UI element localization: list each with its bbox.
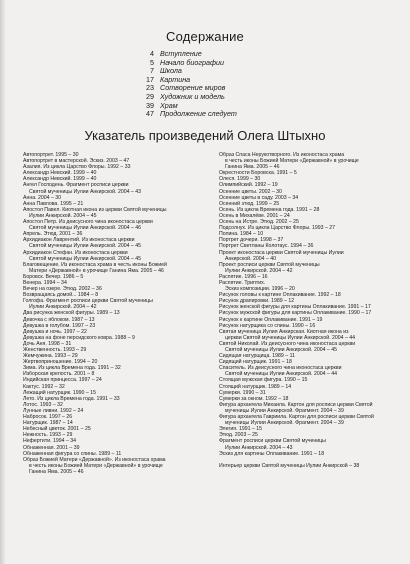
index-entry-line: Азалия. Из цикла Царство Флоры. 1992 – 33: [23, 164, 131, 171]
index-title: Указатель произведений Олега Штыхно: [84, 128, 326, 143]
index-entry-line: Девушка на фоне персидского ковра. 1988 – 9: [23, 334, 135, 341]
contents-item-label: Продолжение следует: [160, 109, 237, 119]
index-entry: [219, 152, 404, 170]
contents-item-page: 39: [146, 100, 154, 110]
index-entry: [23, 298, 213, 310]
index-entry-line: Святая мученица Иулия Анкирская. Киотная икона из: [219, 328, 349, 335]
contents-item-page: 4: [150, 49, 154, 58]
index-entry-line: Сидящий натурщик. 1991 – 18: [219, 359, 292, 366]
index-entry-line: Архидиакон Стефан. Из иконостаса церкви: [23, 249, 128, 256]
index-entry-line: Образ Божией Матери «Державной». Из иконостаса храма: [23, 456, 166, 463]
contents-item-page: 29: [146, 91, 154, 101]
index-entry-line: в честь иконы Божией Матери «Державной» в урочище: [225, 158, 359, 165]
index-entry-line: церкви Святой мученицы Иулии Анкирской. 2004 – 44: [225, 334, 356, 341]
index-entry-line: Вечер на озере. Этюд. 2002 – 36: [23, 286, 102, 293]
contents-title: Содержание: [166, 29, 244, 44]
index-entry-line: Анкирской. 2004 – 40: [225, 255, 277, 262]
contents-item-page: 47: [146, 109, 154, 119]
contents-item-label: Сотворение миров: [160, 83, 226, 93]
index-entry-line: Голгофа. Фрагмент росписи церкви Святой мученицы: [23, 298, 153, 305]
index-entry: [219, 438, 404, 450]
index-entry-line: Стоящий натурщик. 1989 – 14: [219, 383, 292, 390]
index-column-right: [219, 152, 404, 469]
index-entry-line: Святой мученицы Иулии Анкирской. 2004 – 43: [29, 188, 142, 195]
index-entry-line: Осень на Истре. Этюд. 2002 – 25: [219, 219, 299, 226]
index-entry-line: Рисунок натурщика со спины. 1990 – 16: [219, 322, 316, 329]
index-entry-line: Девочка с яблоком. 1987 – 13: [23, 316, 95, 323]
index-entry-line: мученицы Иулии Анкирской. Фрагмент. 2004 – 39: [225, 407, 344, 414]
index-entry-line: Два рисунка женской фигуры. 1989 – 13: [23, 310, 120, 317]
index-entry-line: Элегия. 1991 – 15: [219, 426, 263, 433]
index-entry-line: Изборская крепость. 2001 – 8: [23, 371, 95, 378]
index-entry-line: Боровск. Вечер. 1986 – 5: [23, 273, 84, 280]
index-entry: [23, 250, 213, 262]
index-entry-line: Святой мученицы Иулии Анкирской. 2004 – 44: [225, 371, 338, 378]
index-entry-line: Святой Николай. Из деисусного чина иконостаса церкви: [219, 340, 356, 347]
index-entry-line: Подсолнух. Из цикла Царство Флоры. 1993 – 27: [219, 225, 336, 232]
index-entry-line: Матери «Державной» в урочище Ганина Яма. 2005 – 46: [29, 267, 164, 274]
contents-item-page: 7: [150, 66, 154, 76]
index-entry-line: Лотос. 1993 – 32: [23, 401, 63, 408]
contents-item-label: Картина: [160, 74, 191, 84]
index-entry: [219, 262, 404, 274]
contents-item-page: 23: [146, 83, 154, 93]
index-entry-line: Ганина Яма. 2005 – 46: [225, 164, 280, 171]
index-entry-line: Анна Павлова. 1995 – 21: [23, 200, 84, 207]
index-entry-line: Зима. Из цикла Времена года. 1991 – 32: [23, 365, 121, 372]
index-entry-line: Распятие. Триптих.: [219, 279, 266, 286]
index-entry-line: Олеся. 1999 – 30: [219, 176, 261, 183]
index-entry: [23, 262, 213, 274]
index-entry-line: Анна. 2004 – 30: [23, 194, 62, 201]
contents-item-label: Вступление: [160, 49, 202, 58]
index-entry-line: Эскиз композиции. 1996 – 20: [225, 286, 295, 293]
index-entry: [23, 219, 213, 231]
index-entry: [219, 365, 404, 377]
index-entry-line: Осень. Из цикла Времена года. 1991 – 28: [219, 206, 320, 213]
index-entry-line: Портрет дочери. 1998 – 37: [219, 237, 284, 244]
index-entry: [219, 414, 404, 426]
index-entry-line: Осень в Михалёве. 2001 – 24: [219, 212, 290, 219]
index-entry-line: Сумерки за окном. 1992 – 18: [219, 395, 289, 402]
contents-item-page: 17: [146, 74, 154, 84]
contents-item: [128, 93, 328, 102]
index-entry-line: Автопортрет. 1995 – 30: [23, 152, 79, 158]
index-entry-line: Рисунок женской фигуры для картины Оплакивание. 1991 – 17: [219, 304, 371, 311]
index-entry-line: Этюд. 2003 – 25: [219, 432, 258, 439]
index-entry-line: в честь иконы Божией Матери «Державной» в урочище: [29, 462, 163, 469]
contents-item-label: Школа: [160, 66, 182, 76]
index-entry-line: Обнаженная фигура со спины. 1989 – 11: [23, 450, 122, 457]
index-entry-line: Лунные ливни. 1992 – 24: [23, 407, 84, 414]
index-entry-line: Окрестности Боровска. 1991 – 5: [219, 170, 297, 177]
page-gutter-shadow: [0, 0, 6, 564]
index-entry: [219, 329, 404, 341]
index-entry-line: Благовещение. Из иконостаса храма в честь иконы Божией: [23, 261, 167, 268]
index-entry-line: Осенние цветы в саду. 2003 – 34: [219, 194, 299, 201]
index-entry: [219, 463, 404, 469]
index-entry: [23, 207, 213, 219]
index-entry-line: Возвращаясь домой... 1984 – 8: [23, 292, 99, 299]
index-entry-line: Нежность. 1993 – 29: [23, 432, 73, 439]
index-entry: [219, 280, 404, 292]
index-entry-line: Олимпийский. 1992 – 19: [219, 182, 278, 189]
index-entry-line: Лето. Из цикла Времена года. 1991 – 33: [23, 395, 120, 402]
index-entry-line: мученицы Иулии Анкирской. Фрагмент. 2004 – 39: [225, 420, 344, 427]
index-entry-line: Индийская принцесса. 1997 – 24: [23, 377, 102, 384]
index-entry-line: Лежащий натурщик. 1990 – 15: [23, 389, 96, 396]
index-entry-line: Портрет Светланы Колотаус. 1994 – 36: [219, 243, 314, 250]
index-entry-line: Фигура архангела Михаила. Картон для росписи церкви Святой: [219, 401, 373, 408]
index-entry-line: Дочь Аня. 1998 – 31: [23, 340, 72, 347]
index-entry: [219, 402, 404, 414]
index-entry-line: Сумерки. 1990 – 31: [219, 389, 266, 396]
index-entry-line: Нефертити. 1994 – 34: [23, 438, 77, 445]
contents-item-label: Художник и модель: [160, 91, 225, 101]
index-entry-line: Рисунок головы к картине Оплакивание. 1992 – 18: [219, 292, 341, 299]
index-entry-line: Набросок. 1997 – 26: [23, 414, 73, 421]
index-entry-line: Девушка и ночь. 1997 – 22: [23, 328, 87, 335]
contents-item: [128, 84, 328, 93]
index-entry-line: Апостол Петр. Из деисусного чина иконостаса церкви: [23, 219, 153, 226]
contents-item-label: Начало биографии: [160, 57, 224, 67]
index-entry: [23, 457, 213, 475]
index-entry-line: Полина. 1984 – 10: [219, 231, 264, 238]
index-entry-line: Интерьер церкви Святой мученицы Иулии Анкирской – 38: [219, 462, 360, 469]
contents-item-page: 5: [150, 57, 154, 67]
index-entry-line: Апостол Павел. Киотная икона из церкви Святой мученицы: [23, 206, 167, 213]
index-entry-line: Кактус. 1992 – 32: [23, 383, 65, 390]
index-entry-line: Рисунок к картине Оплакивание. 1991 – 19: [219, 316, 323, 323]
index-entry: [23, 182, 213, 194]
index-entry-line: Иулии Анкирской. 2004 – 45: [29, 212, 97, 219]
index-entry-line: Спаситель. Из деисусного чина иконостаса церкви: [219, 365, 342, 372]
index-entry-line: Святой мученицы Иулии Анкирской. 2004 – 45: [225, 347, 338, 353]
index-entry-line: Небесный цветок. 2001 – 25: [23, 426, 91, 433]
contents-item: [128, 67, 328, 76]
index-entry-line: Жемчужина. 1993 – 29: [23, 353, 78, 360]
index-entry-line: Ангел Господень. Фрагмент росписи церкви: [23, 182, 129, 189]
index-entry-line: Женственность. 1993 – 29: [23, 347, 87, 353]
index-entry-line: Образ Спаса Нерукотворного. Из иконостаса храма: [219, 152, 345, 158]
index-entry-line: Натурщик. 1987 – 14: [23, 420, 73, 427]
index-entry-line: Венера. 1994 – 34: [23, 279, 67, 286]
index-entry-line: Святой мученицы Иулии Анкирской. 2004 – 45: [29, 255, 142, 262]
index-entry-line: Фрагмент росписи церкви Святой мученицы: [219, 438, 326, 445]
contents-item: [128, 110, 328, 119]
index-column-left: [23, 152, 213, 475]
index-entry-line: Иулии Анкирской. 2004 – 43: [225, 444, 293, 451]
index-entry-line: Иулии Анкирской. 2004 – 42: [29, 304, 97, 311]
index-entry-line: Осенний этюд. 1999 – 25: [219, 200, 280, 207]
index-entry-line: Автопортрет в мастерской. Эскиз. 2003 – 47: [23, 158, 130, 165]
contents-item: [128, 50, 328, 59]
index-entry-line: Проект иконостаса церкви Святой мученицы Иулии: [219, 249, 344, 256]
index-entry-line: Иулии Анкирской. 2004 – 42: [225, 267, 293, 274]
index-entry-line: Фигура архангела Гавриила. Картон для росписи церкви Святой: [219, 414, 374, 421]
index-entry-line: Архидиакон Лаврентий. Из иконостаса церкви: [23, 237, 135, 244]
index-entry-line: Александр Невский. 1999 – 40: [23, 176, 97, 183]
contents-list: [128, 50, 328, 119]
index-entry-line: Сидящая натурщица. 1989 – 11: [219, 353, 295, 360]
index-entry: [23, 237, 213, 249]
contents-item: [128, 59, 328, 68]
index-entry-line: Рисунок драпировки. 1989 – 12: [219, 298, 295, 305]
index-entry: [219, 341, 404, 353]
index-entry-line: Святой мученицы Иулии Анкирской. 2004 – 46: [29, 225, 142, 232]
contents-item-label: Храм: [160, 100, 178, 110]
index-entry-line: Святой мученицы Иулии Анкирской. 2004 – 45: [29, 243, 142, 250]
index-entry-line: Ганина Яма. 2005 – 46: [29, 468, 84, 475]
index-entry-line: Эскиз для картины Оплакивание. 1991 – 18: [219, 450, 325, 457]
index-entry: [219, 250, 404, 262]
index-entry-line: Александр Невский. 1999 – 40: [23, 170, 97, 177]
index-entry-line: Девушка в голубом. 1997 – 23: [23, 322, 96, 329]
index-entry-line: Рисунок мужской фигуры для картины Оплакивание. 1990 – 17: [219, 310, 372, 317]
index-entry-line: Апрель. Этюд. 2001 – 36: [23, 231, 83, 238]
contents-item: [128, 76, 328, 85]
index-entry-line: Жертвоприношение. 1994 – 20: [23, 359, 98, 366]
index-entry-line: Распятие. 1996 – 16: [219, 273, 268, 280]
index-entry-line: Осенние цветы. 2002 – 30: [219, 188, 282, 195]
index-entry-line: Стоящая мужская фигура. 1990 – 15: [219, 377, 308, 384]
index-entry-line: Обнаженная. 2001 – 39: [23, 444, 80, 451]
index-entry-line: Проект росписи церкви Святой мученицы: [219, 261, 320, 268]
